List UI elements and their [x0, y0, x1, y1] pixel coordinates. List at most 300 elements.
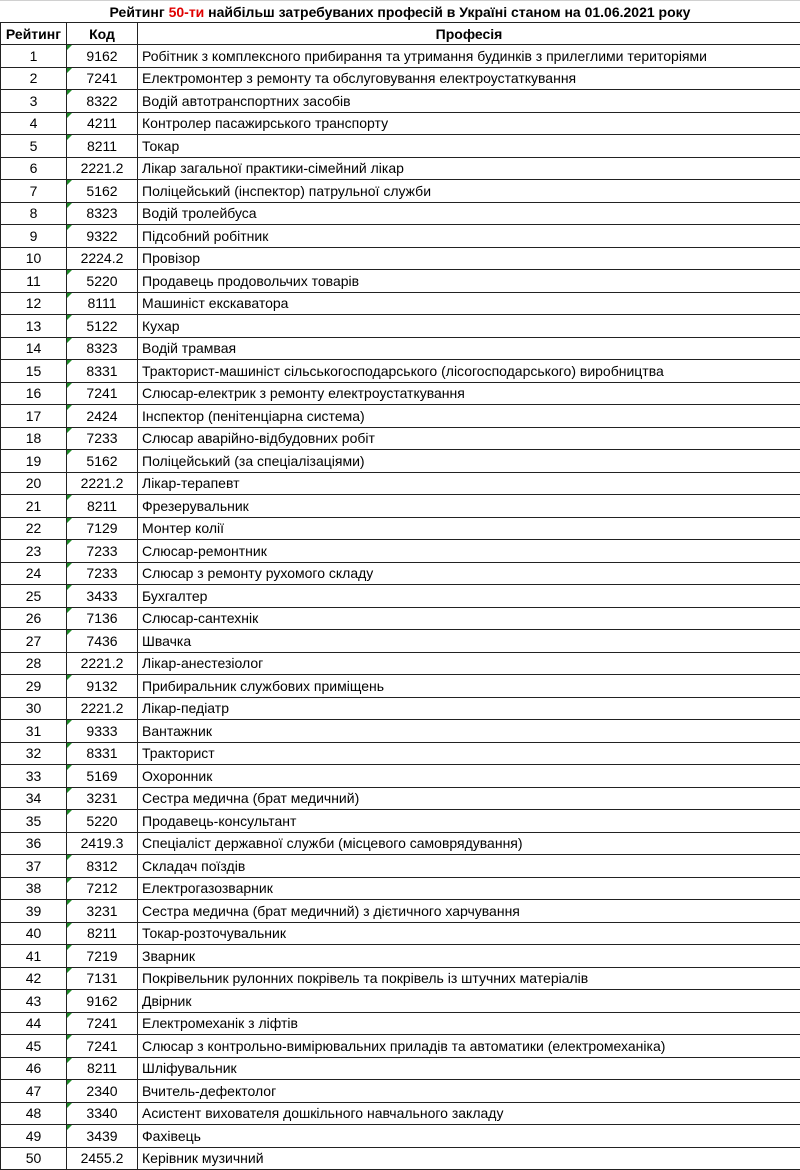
- code-value: 3439: [86, 1127, 118, 1144]
- profession-cell[interactable]: Електрогазозварник: [138, 877, 800, 900]
- code-value: 7233: [86, 430, 118, 447]
- rank-cell[interactable]: 14: [1, 337, 67, 360]
- code-value: 5162: [86, 182, 118, 199]
- profession-cell[interactable]: Лікар загальної практики-сімейний лікар: [138, 157, 800, 180]
- code-cell[interactable]: [67, 157, 138, 180]
- table-row: [1, 855, 800, 878]
- table-row: [1, 495, 800, 518]
- code-value: 8211: [86, 1060, 118, 1077]
- rank-cell[interactable]: 39: [1, 900, 67, 923]
- error-indicator-icon[interactable]: [67, 563, 72, 568]
- rank-cell[interactable]: 27: [1, 630, 67, 653]
- profession-cell[interactable]: Робітник з комплексного прибирання та утримання будинків з прилеглими територіями: [138, 45, 800, 68]
- table-row: [1, 405, 800, 428]
- code-value: 2340: [86, 1082, 118, 1099]
- error-indicator-icon[interactable]: [67, 1125, 72, 1130]
- code-cell[interactable]: [67, 1102, 138, 1125]
- error-indicator-icon[interactable]: [67, 1013, 72, 1018]
- table-row: [1, 360, 800, 383]
- error-indicator-icon[interactable]: [67, 990, 72, 995]
- error-indicator-icon[interactable]: [67, 810, 72, 815]
- code-cell[interactable]: [67, 112, 138, 135]
- rank-cell[interactable]: 47: [1, 1080, 67, 1103]
- code-value: 7131: [86, 970, 118, 987]
- code-value: 8312: [86, 857, 118, 874]
- code-cell[interactable]: [67, 1057, 138, 1080]
- code-value: 5220: [86, 272, 118, 289]
- title-suffix: найбільш затребуваних професій в Україні станом на 01.06.2021 року: [204, 4, 691, 20]
- profession-cell[interactable]: Токар: [138, 135, 800, 158]
- rank-cell[interactable]: 44: [1, 1012, 67, 1035]
- code-cell[interactable]: [67, 922, 138, 945]
- code-cell[interactable]: [67, 247, 138, 270]
- error-indicator-icon[interactable]: [67, 203, 72, 208]
- profession-cell[interactable]: Підсобний робітник: [138, 225, 800, 248]
- error-indicator-icon[interactable]: [67, 630, 72, 635]
- code-cell[interactable]: [67, 787, 138, 810]
- error-indicator-icon[interactable]: [67, 383, 72, 388]
- table-row: [1, 607, 800, 630]
- code-cell[interactable]: [67, 990, 138, 1013]
- code-value: 7436: [86, 632, 118, 649]
- code-cell[interactable]: [67, 225, 138, 248]
- error-indicator-icon[interactable]: [67, 968, 72, 973]
- code-value: 8323: [86, 205, 118, 222]
- profession-cell[interactable]: Водій трамвая: [138, 337, 800, 360]
- profession-cell[interactable]: Фрезерувальник: [138, 495, 800, 518]
- table-row: [1, 877, 800, 900]
- table-row: [1, 1057, 800, 1080]
- profession-cell[interactable]: Кухар: [138, 315, 800, 338]
- code-cell[interactable]: [67, 630, 138, 653]
- code-value: 7212: [86, 880, 118, 897]
- profession-cell[interactable]: Лікар-педіатр: [138, 697, 800, 720]
- table-row: [1, 292, 800, 315]
- rank-cell[interactable]: 46: [1, 1057, 67, 1080]
- error-indicator-icon[interactable]: [67, 450, 72, 455]
- code-value: 9162: [86, 992, 118, 1009]
- profession-cell[interactable]: Двірник: [138, 990, 800, 1013]
- profession-cell[interactable]: Складач поїздів: [138, 855, 800, 878]
- table-row: [1, 765, 800, 788]
- error-indicator-icon[interactable]: [67, 900, 72, 905]
- code-value: 7233: [86, 542, 118, 559]
- code-cell[interactable]: [67, 967, 138, 990]
- profession-cell[interactable]: Прибиральник службових приміщень: [138, 675, 800, 698]
- rank-cell[interactable]: 15: [1, 360, 67, 383]
- code-value: 8323: [86, 340, 118, 357]
- code-cell[interactable]: [67, 900, 138, 923]
- table-row: [1, 810, 800, 833]
- code-value: 2221.2: [80, 475, 124, 492]
- profession-cell[interactable]: Інспектор (пенітенціарна система): [138, 405, 800, 428]
- code-cell[interactable]: [67, 652, 138, 675]
- rank-cell[interactable]: 41: [1, 945, 67, 968]
- code-cell[interactable]: [67, 45, 138, 68]
- table-row: [1, 832, 800, 855]
- profession-cell[interactable]: Машиніст екскаватора: [138, 292, 800, 315]
- error-indicator-icon[interactable]: [67, 270, 72, 275]
- code-value: 8211: [86, 137, 118, 154]
- table-row: [1, 1080, 800, 1103]
- table-row: [1, 630, 800, 653]
- table-row: [1, 945, 800, 968]
- rank-cell[interactable]: 43: [1, 990, 67, 1013]
- code-value: 7129: [86, 520, 118, 537]
- table-row: [1, 90, 800, 113]
- rank-cell[interactable]: 1: [1, 45, 67, 68]
- rank-cell[interactable]: 16: [1, 382, 67, 405]
- rank-cell[interactable]: 28: [1, 652, 67, 675]
- error-indicator-icon[interactable]: [67, 360, 72, 365]
- profession-cell[interactable]: Лікар-терапевт: [138, 472, 800, 495]
- rank-cell[interactable]: 50: [1, 1147, 67, 1170]
- rank-cell[interactable]: 6: [1, 157, 67, 180]
- rank-cell[interactable]: 9: [1, 225, 67, 248]
- profession-cell[interactable]: Водій тролейбуса: [138, 202, 800, 225]
- code-cell[interactable]: [67, 292, 138, 315]
- profession-cell[interactable]: Вантажник: [138, 720, 800, 743]
- error-indicator-icon[interactable]: [67, 293, 72, 298]
- rank-cell[interactable]: 12: [1, 292, 67, 315]
- rank-cell[interactable]: 17: [1, 405, 67, 428]
- profession-cell[interactable]: Слюсар-ремонтник: [138, 540, 800, 563]
- error-indicator-icon[interactable]: [67, 338, 72, 343]
- code-cell[interactable]: [67, 495, 138, 518]
- profession-cell[interactable]: Слюсар аварійно-відбудовних робіт: [138, 427, 800, 450]
- error-indicator-icon[interactable]: [67, 495, 72, 500]
- code-value: 5169: [86, 767, 118, 784]
- code-cell[interactable]: [67, 472, 138, 495]
- code-cell[interactable]: [67, 180, 138, 203]
- code-value: 3231: [86, 902, 118, 919]
- table-row: [1, 742, 800, 765]
- header-row: [1, 23, 800, 45]
- code-value: 2455.2: [80, 1150, 124, 1167]
- table-row: [1, 180, 800, 203]
- error-indicator-icon[interactable]: [67, 180, 72, 185]
- table-row: [1, 225, 800, 248]
- code-cell[interactable]: [67, 945, 138, 968]
- rank-cell[interactable]: 7: [1, 180, 67, 203]
- profession-cell[interactable]: Токар-розточувальник: [138, 922, 800, 945]
- profession-cell[interactable]: Тракторист: [138, 742, 800, 765]
- rank-cell[interactable]: 22: [1, 517, 67, 540]
- table-row: [1, 585, 800, 608]
- profession-cell[interactable]: Монтер колії: [138, 517, 800, 540]
- code-cell[interactable]: [67, 202, 138, 225]
- table-row: [1, 1035, 800, 1058]
- professions-table: [0, 22, 800, 1170]
- profession-cell[interactable]: Сестра медична (брат медичний) з дієтичного харчування: [138, 900, 800, 923]
- code-value: 3231: [86, 790, 118, 807]
- code-value: 9322: [86, 227, 118, 244]
- table-row: [1, 270, 800, 293]
- code-value: 9333: [86, 722, 118, 739]
- page-title: [0, 0, 800, 22]
- error-indicator-icon[interactable]: [67, 1080, 72, 1085]
- code-cell[interactable]: [67, 675, 138, 698]
- code-value: 8211: [86, 497, 118, 514]
- error-indicator-icon[interactable]: [67, 675, 72, 680]
- table-row: [1, 562, 800, 585]
- code-cell[interactable]: [67, 450, 138, 473]
- code-cell[interactable]: [67, 1080, 138, 1103]
- code-cell[interactable]: [67, 832, 138, 855]
- rank-cell[interactable]: 40: [1, 922, 67, 945]
- error-indicator-icon[interactable]: [67, 765, 72, 770]
- code-value: 2424: [86, 407, 118, 424]
- table-row: [1, 517, 800, 540]
- table-row: [1, 135, 800, 158]
- code-cell[interactable]: [67, 315, 138, 338]
- error-indicator-icon[interactable]: [67, 113, 72, 118]
- code-cell[interactable]: [67, 517, 138, 540]
- code-cell[interactable]: [67, 540, 138, 563]
- code-cell[interactable]: [67, 67, 138, 90]
- code-value: 9162: [86, 47, 118, 64]
- profession-cell[interactable]: Контролер пасажирського транспорту: [138, 112, 800, 135]
- code-value: 3433: [86, 587, 118, 604]
- rank-cell[interactable]: 29: [1, 675, 67, 698]
- error-indicator-icon[interactable]: [67, 405, 72, 410]
- error-indicator-icon[interactable]: [67, 585, 72, 590]
- rank-cell[interactable]: 30: [1, 697, 67, 720]
- rank-cell[interactable]: 32: [1, 742, 67, 765]
- code-value: 7136: [86, 610, 118, 627]
- code-cell[interactable]: [67, 135, 138, 158]
- rank-cell[interactable]: 13: [1, 315, 67, 338]
- error-indicator-icon[interactable]: [67, 90, 72, 95]
- profession-cell[interactable]: Слюсар з ремонту рухомого складу: [138, 562, 800, 585]
- table-row: [1, 315, 800, 338]
- code-value: 5122: [86, 317, 118, 334]
- rank-cell[interactable]: 45: [1, 1035, 67, 1058]
- table-row: [1, 787, 800, 810]
- profession-cell[interactable]: Вчитель-дефектолог: [138, 1080, 800, 1103]
- error-indicator-icon[interactable]: [67, 788, 72, 793]
- rank-cell[interactable]: 33: [1, 765, 67, 788]
- code-value: 7241: [86, 385, 118, 402]
- profession-cell[interactable]: Фахівець: [138, 1125, 800, 1148]
- profession-cell[interactable]: Поліцейський (за спеціалізаціями): [138, 450, 800, 473]
- rank-cell[interactable]: 26: [1, 607, 67, 630]
- error-indicator-icon[interactable]: [67, 1103, 72, 1108]
- profession-cell[interactable]: Швачка: [138, 630, 800, 653]
- rank-cell[interactable]: 8: [1, 202, 67, 225]
- table-row: [1, 382, 800, 405]
- rank-cell[interactable]: 20: [1, 472, 67, 495]
- error-indicator-icon[interactable]: [67, 923, 72, 928]
- code-cell[interactable]: [67, 270, 138, 293]
- code-cell[interactable]: [67, 337, 138, 360]
- table-row: [1, 45, 800, 68]
- rank-cell[interactable]: 21: [1, 495, 67, 518]
- rank-cell[interactable]: 23: [1, 540, 67, 563]
- rank-cell[interactable]: 36: [1, 832, 67, 855]
- error-indicator-icon[interactable]: [67, 878, 72, 883]
- profession-cell[interactable]: Слюсар-сантехнік: [138, 607, 800, 630]
- rank-cell[interactable]: 18: [1, 427, 67, 450]
- rank-cell[interactable]: 31: [1, 720, 67, 743]
- table-row: [1, 675, 800, 698]
- header-code[interactable]: Код: [67, 23, 138, 45]
- profession-cell[interactable]: Спеціаліст державної служби (місцевого самоврядування): [138, 832, 800, 855]
- code-value: 8322: [86, 92, 118, 109]
- error-indicator-icon[interactable]: [67, 720, 72, 725]
- code-cell[interactable]: [67, 90, 138, 113]
- error-indicator-icon[interactable]: [67, 1058, 72, 1063]
- code-value: 9132: [86, 677, 118, 694]
- code-cell[interactable]: [67, 1147, 138, 1170]
- error-indicator-icon[interactable]: [67, 1035, 72, 1040]
- profession-cell[interactable]: Зварник: [138, 945, 800, 968]
- error-indicator-icon[interactable]: [67, 428, 72, 433]
- profession-cell[interactable]: Слюсар з контрольно-вимірювальних приладів та автоматики (електромеханіка): [138, 1035, 800, 1058]
- rank-cell[interactable]: 42: [1, 967, 67, 990]
- code-cell[interactable]: [67, 360, 138, 383]
- table-body: [1, 45, 800, 1170]
- profession-cell[interactable]: Слюсар-електрик з ремонту електроустаткування: [138, 382, 800, 405]
- code-cell[interactable]: [67, 562, 138, 585]
- error-indicator-icon[interactable]: [67, 743, 72, 748]
- rank-cell[interactable]: 4: [1, 112, 67, 135]
- profession-cell[interactable]: Електромонтер з ремонту та обслуговування електроустаткування: [138, 67, 800, 90]
- rank-cell[interactable]: 37: [1, 855, 67, 878]
- profession-cell[interactable]: Асистент вихователя дошкільного навчального закладу: [138, 1102, 800, 1125]
- rank-cell[interactable]: 2: [1, 67, 67, 90]
- table-row: [1, 427, 800, 450]
- header-profession[interactable]: Професія: [138, 23, 800, 45]
- rank-cell[interactable]: 38: [1, 877, 67, 900]
- rank-cell[interactable]: 11: [1, 270, 67, 293]
- profession-cell[interactable]: Продавець продовольчих товарів: [138, 270, 800, 293]
- profession-cell[interactable]: Шліфувальник: [138, 1057, 800, 1080]
- table-row: [1, 540, 800, 563]
- code-cell[interactable]: [67, 427, 138, 450]
- error-indicator-icon[interactable]: [67, 225, 72, 230]
- profession-cell[interactable]: Покрівельник рулонних покрівель та покрівель із штучних матеріалів: [138, 967, 800, 990]
- table-row: [1, 157, 800, 180]
- header-rank[interactable]: Рейтинг: [1, 23, 67, 45]
- rank-cell[interactable]: 34: [1, 787, 67, 810]
- error-indicator-icon[interactable]: [67, 45, 72, 50]
- profession-cell[interactable]: Сестра медична (брат медичний): [138, 787, 800, 810]
- table-row: [1, 900, 800, 923]
- code-cell[interactable]: [67, 877, 138, 900]
- error-indicator-icon[interactable]: [67, 608, 72, 613]
- rank-cell[interactable]: 48: [1, 1102, 67, 1125]
- rank-cell[interactable]: 35: [1, 810, 67, 833]
- table-row: [1, 1012, 800, 1035]
- code-value: 4211: [86, 115, 118, 132]
- code-cell[interactable]: [67, 405, 138, 428]
- profession-cell[interactable]: Провізор: [138, 247, 800, 270]
- table-row: [1, 247, 800, 270]
- table-row: [1, 1147, 800, 1170]
- profession-cell[interactable]: Водій автотранспортних засобів: [138, 90, 800, 113]
- code-value: 8111: [87, 295, 117, 312]
- code-cell[interactable]: [67, 810, 138, 833]
- table-row: [1, 67, 800, 90]
- code-cell[interactable]: [67, 855, 138, 878]
- code-value: 7241: [86, 1037, 118, 1054]
- table-row: [1, 472, 800, 495]
- code-cell[interactable]: [67, 585, 138, 608]
- table-row: [1, 1125, 800, 1148]
- code-value: 7241: [86, 70, 118, 87]
- code-value: 2419.3: [80, 835, 124, 852]
- code-cell[interactable]: [67, 607, 138, 630]
- table-row: [1, 450, 800, 473]
- error-indicator-icon[interactable]: [67, 855, 72, 860]
- code-value: 2221.2: [80, 700, 124, 717]
- rank-cell[interactable]: 3: [1, 90, 67, 113]
- table-row: [1, 990, 800, 1013]
- profession-cell[interactable]: Електромеханік з ліфтів: [138, 1012, 800, 1035]
- rank-cell[interactable]: 25: [1, 585, 67, 608]
- error-indicator-icon[interactable]: [67, 540, 72, 545]
- error-indicator-icon[interactable]: [67, 518, 72, 523]
- title-highlight: 50-ти: [168, 4, 205, 20]
- code-value: 2221.2: [80, 160, 124, 177]
- code-value: 8331: [86, 362, 118, 379]
- code-value: 8331: [86, 745, 118, 762]
- profession-cell[interactable]: Керівник музичний: [138, 1147, 800, 1170]
- code-cell[interactable]: [67, 1012, 138, 1035]
- rank-cell[interactable]: 10: [1, 247, 67, 270]
- table-row: [1, 337, 800, 360]
- code-value: 2221.2: [80, 655, 124, 672]
- code-value: 2224.2: [80, 250, 124, 267]
- profession-cell[interactable]: Продавець-консультант: [138, 810, 800, 833]
- code-value: 7233: [86, 565, 118, 582]
- profession-cell[interactable]: Лікар-анестезіолог: [138, 652, 800, 675]
- error-indicator-icon[interactable]: [67, 135, 72, 140]
- table-row: [1, 1102, 800, 1125]
- profession-cell[interactable]: Тракторист-машиніст сільськогосподарського (лісогосподарського) виробництва: [138, 360, 800, 383]
- code-cell[interactable]: [67, 1035, 138, 1058]
- rank-cell[interactable]: 5: [1, 135, 67, 158]
- code-cell[interactable]: [67, 765, 138, 788]
- profession-cell[interactable]: Бухгалтер: [138, 585, 800, 608]
- title-prefix: Рейтинг: [109, 4, 169, 20]
- code-cell[interactable]: [67, 742, 138, 765]
- rank-cell[interactable]: 49: [1, 1125, 67, 1148]
- code-value: 5220: [86, 812, 118, 829]
- error-indicator-icon[interactable]: [67, 315, 72, 320]
- profession-cell[interactable]: Охоронник: [138, 765, 800, 788]
- code-cell[interactable]: [67, 697, 138, 720]
- code-cell[interactable]: [67, 382, 138, 405]
- table-row: [1, 967, 800, 990]
- code-cell[interactable]: [67, 720, 138, 743]
- rank-cell[interactable]: 19: [1, 450, 67, 473]
- profession-cell[interactable]: Поліцейський (інспектор) патрульної служби: [138, 180, 800, 203]
- table-row: [1, 697, 800, 720]
- error-indicator-icon[interactable]: [67, 945, 72, 950]
- code-value: 3340: [86, 1105, 118, 1122]
- table-row: [1, 720, 800, 743]
- code-value: 5162: [86, 452, 118, 469]
- code-value: 7219: [86, 947, 118, 964]
- table-row: [1, 922, 800, 945]
- table-row: [1, 652, 800, 675]
- code-value: 8211: [86, 925, 118, 942]
- code-cell[interactable]: [67, 1125, 138, 1148]
- rank-cell[interactable]: 24: [1, 562, 67, 585]
- error-indicator-icon[interactable]: [67, 68, 72, 73]
